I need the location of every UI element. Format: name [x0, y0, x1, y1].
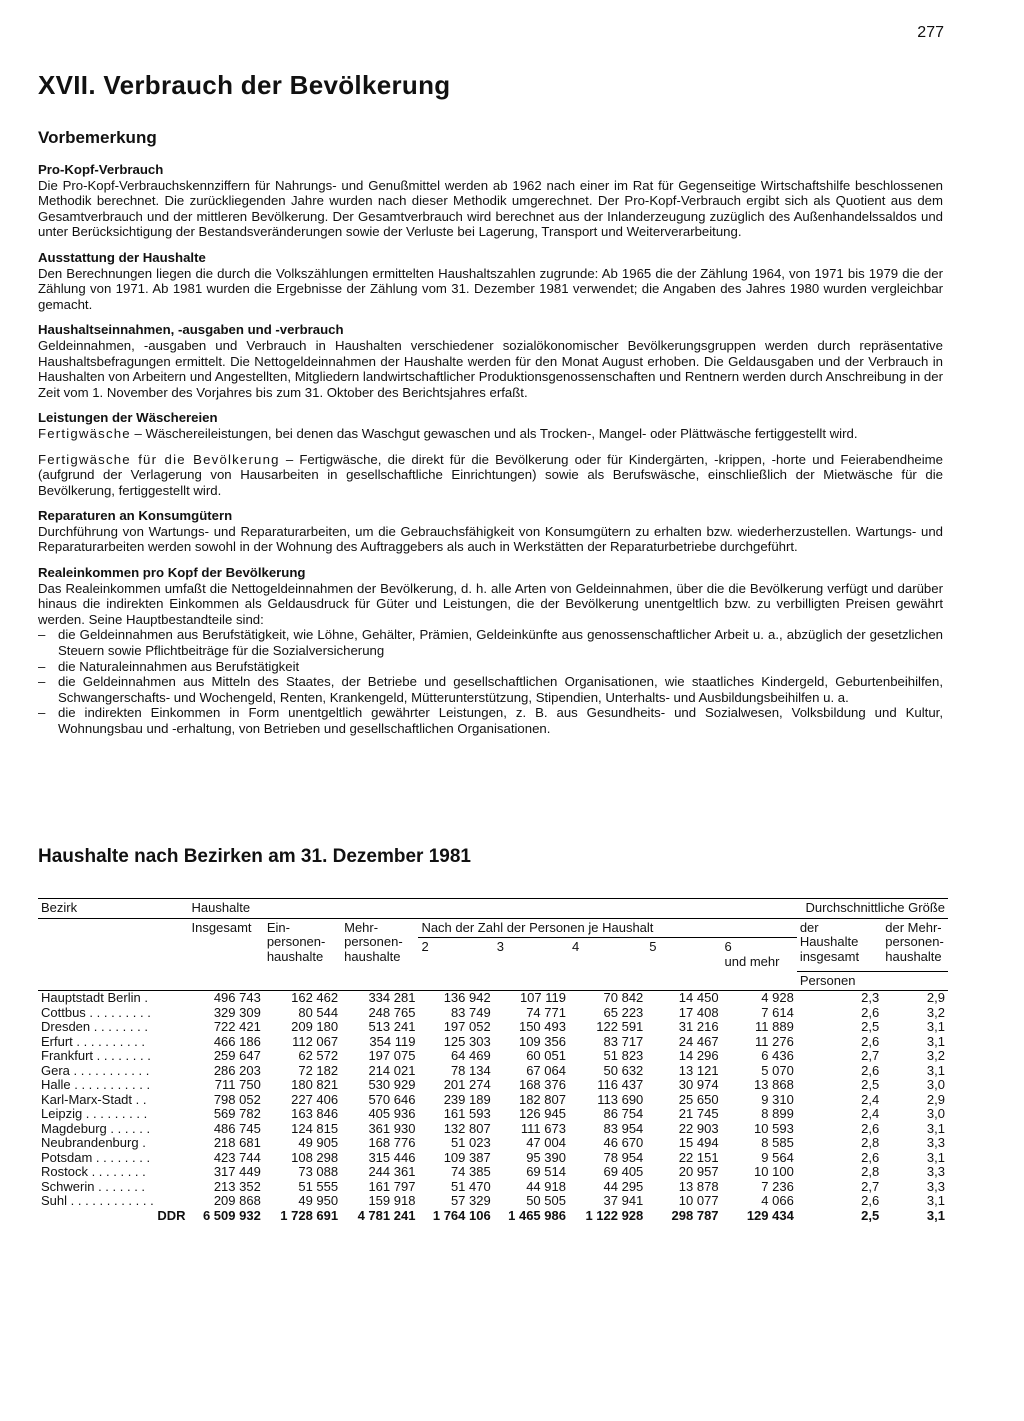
- value-cell: 3,1: [926, 1120, 945, 1136]
- value-cell: 9 310: [761, 1091, 794, 1107]
- value-cell: 13 868: [754, 1077, 794, 1092]
- value-cell: 20 957: [678, 1164, 719, 1179]
- list-item: – die Naturaleinnahmen aus Berufstätigkeit: [38, 659, 943, 675]
- value-cell: 69 405: [603, 1164, 644, 1179]
- value-cell: 2,5: [861, 1077, 880, 1092]
- value-cell: 1 465 986: [508, 1207, 566, 1223]
- definition-fertigwaesche-bevoelkerung: [38, 452, 943, 499]
- bezirk-cell: Karl-Marx-Stadt . .: [41, 1091, 147, 1107]
- value-cell: 197 052: [443, 1019, 491, 1034]
- table-row: [38, 1136, 948, 1151]
- table-row: [38, 1006, 948, 1021]
- value-cell: 513 241: [368, 1019, 416, 1034]
- header-der-mehr: der Mehr- personen- haushalte: [882, 918, 948, 971]
- bezirk-cell: Magdeburg . . . . . .: [41, 1120, 151, 1136]
- value-cell: 11 889: [755, 1019, 794, 1034]
- section-realeinkommen: [38, 565, 943, 737]
- value-cell: 361 930: [368, 1120, 416, 1136]
- table-row: [38, 1035, 948, 1050]
- value-cell: 22 903: [678, 1120, 719, 1136]
- table-row: [38, 991, 948, 1006]
- header-spacer: [418, 971, 796, 991]
- value-cell: 129 434: [746, 1207, 794, 1223]
- table-row: [38, 1107, 948, 1122]
- bezirk-cell: Neubrandenburg .: [41, 1135, 146, 1150]
- value-cell: 161 797: [368, 1178, 416, 1194]
- value-cell: 64 469: [450, 1048, 491, 1063]
- value-cell: 83 749: [450, 1004, 491, 1020]
- table-title: Haushalte nach Bezirken am 31. Dezember 1981: [38, 846, 471, 867]
- section-ausstattung: [38, 250, 943, 312]
- value-cell: 354 119: [369, 1033, 416, 1049]
- value-cell: 3,3: [926, 1135, 945, 1150]
- value-cell: 70 842: [603, 990, 644, 1005]
- value-cell: 132 807: [443, 1120, 491, 1136]
- value-cell: 57 329: [450, 1193, 491, 1208]
- value-cell: 182 807: [518, 1091, 566, 1107]
- value-cell: 2,6: [861, 1149, 880, 1165]
- header-haushalte: Haushalte: [189, 899, 797, 919]
- value-cell: 3,3: [926, 1178, 945, 1194]
- value-cell: 3,1: [926, 1193, 945, 1208]
- header-personen: Personen: [799, 972, 856, 988]
- value-cell: 67 064: [526, 1062, 566, 1078]
- section-text: Den Berechnungen liegen die durch die Volkszählungen ermittelten Haushaltszahlen zugrunde: Ab 1965 die der Zählung 1964, von 1971 bis 1979 die der Zählung von 1971. Ab 1981 wurden die Ergebnisse der Zählung vom 31. Dezember 1981 verwendet; die Angaben des Jahres 1980 wurden vergleichbar gemacht.: [38, 265, 943, 312]
- value-cell: 25 650: [678, 1091, 719, 1107]
- bezirk-cell: Schwerin . . . . . . .: [41, 1178, 146, 1194]
- value-cell: 24 467: [678, 1033, 719, 1049]
- value-cell: 466 186: [213, 1033, 261, 1049]
- value-cell: 2,6: [861, 1193, 880, 1208]
- value-cell: 5 070: [761, 1062, 794, 1078]
- section-heading: Realeinkommen pro Kopf der Bevölkerung: [38, 565, 306, 581]
- value-cell: 159 918: [368, 1193, 416, 1208]
- value-cell: 317 449: [213, 1164, 261, 1179]
- header-6-und-mehr: 6 und mehr: [724, 939, 780, 969]
- list-item: – die Geldeinnahmen aus Mitteln des Staates, der Betriebe und gesellschaftlichen Organisationen, wie staatliches Kindergeld, Geburtenbeihilfen, Schwangerschafts- und Wochengeld, Renten, Krankengeld, Mütterunterstützung, Stipendien, Unterhalts- und Ausbildungsbeihilfen u. a.: [38, 674, 943, 705]
- value-cell: 3,2: [926, 1004, 945, 1020]
- value-cell: 239 189: [443, 1091, 491, 1107]
- value-cell: 9 564: [761, 1149, 794, 1165]
- value-cell: 329 309: [213, 1004, 261, 1020]
- value-cell: 2,6: [861, 1120, 880, 1136]
- bezirk-cell: Cottbus . . . . . . . . .: [41, 1004, 151, 1020]
- value-cell: 50 505: [526, 1193, 566, 1208]
- value-cell: 569 782: [213, 1106, 261, 1121]
- value-cell: 72 182: [298, 1062, 339, 1078]
- value-cell: 405 936: [368, 1106, 416, 1121]
- header-4-personen: 4: [571, 939, 580, 954]
- section-heading: Haushaltseinnahmen, -ausgaben und -verbrauch: [38, 322, 344, 338]
- value-cell: 74 771: [526, 1004, 566, 1020]
- value-cell: 496 743: [213, 990, 261, 1005]
- value-cell: 168 376: [518, 1077, 566, 1092]
- page-number: 277: [917, 24, 944, 41]
- header-3-personen: 3: [496, 939, 504, 954]
- section-heading: Pro-Kopf-Verbrauch: [38, 162, 164, 177]
- value-cell: 315 446: [368, 1149, 416, 1165]
- value-cell: 51 023: [450, 1135, 491, 1150]
- value-cell: 62 572: [298, 1048, 339, 1063]
- value-cell: 2,4: [861, 1091, 880, 1107]
- header-bezirk: Bezirk: [38, 899, 189, 919]
- value-cell: 113 690: [597, 1091, 644, 1107]
- value-cell: 150 493: [518, 1019, 566, 1034]
- section-text: Durchführung von Wartungs- und Reparaturarbeiten, um die Gebrauchsfähigkeit von Konsumgütern zu erhalten bzw. wiederherzustellen. Wartungs- und Reparaturarbeiten werden sowohl in der Wohnung des Auftraggebers als auch in Werkstätten der Reparaturbetriebe durchgeführt.: [38, 523, 943, 555]
- header-insgesamt: Insgesamt: [191, 919, 252, 935]
- value-cell: 6 509 932: [202, 1207, 261, 1223]
- value-cell: 711 750: [214, 1077, 261, 1092]
- section-reparaturen: [38, 508, 943, 555]
- value-cell: 197 075: [368, 1048, 416, 1063]
- header-durchschnitt: Durchschnittliche Größe: [797, 899, 948, 919]
- value-cell: 2,8: [861, 1164, 880, 1179]
- value-cell: 2,5: [861, 1019, 880, 1034]
- value-cell: 218 681: [213, 1135, 261, 1150]
- value-cell: 3,1: [926, 1062, 945, 1078]
- value-cell: 3,3: [926, 1164, 945, 1179]
- value-cell: 244 361: [368, 1164, 416, 1179]
- value-cell: 530 929: [368, 1077, 416, 1092]
- section-waeschereien: [38, 410, 943, 498]
- list-item: – die Geldeinnahmen aus Berufstätigkeit, wie Löhne, Gehälter, Prämien, Geldeinkünfte aus genossenschaftlicher Arbeit u. a., abzüglich der gesetzlichen Steuern sowie Pflichtbeiträge für die Sozialversicherung: [38, 627, 943, 658]
- value-cell: 4 066: [761, 1193, 794, 1208]
- value-cell: 10 100: [754, 1164, 794, 1179]
- list-item: – die indirekten Einkommen in Form unentgeltlich gewährter Leistungen, z. B. aus Gesundheits- und Sozialwesen, Volksbildung und Kultur, Wohnungsbau und -erhaltung, von Betrieben und gesellschaftlichen Organisationen.: [38, 705, 943, 736]
- value-cell: 7 614: [761, 1004, 794, 1020]
- value-cell: 1 728 691: [280, 1207, 339, 1223]
- value-cell: 17 408: [678, 1004, 719, 1020]
- table-row: [38, 1064, 948, 1079]
- value-cell: 86 754: [603, 1106, 644, 1121]
- value-cell: 111 673: [520, 1120, 566, 1136]
- value-cell: 334 281: [368, 990, 416, 1005]
- value-cell: 259 647: [213, 1048, 261, 1063]
- table-row: [38, 1093, 948, 1108]
- value-cell: 51 555: [298, 1178, 339, 1194]
- value-cell: 798 052: [213, 1091, 261, 1107]
- value-cell: 83 717: [603, 1033, 644, 1049]
- header-mehrpersonen: Mehr- personen- haushalte: [344, 919, 403, 964]
- value-cell: 1 764 106: [432, 1207, 491, 1223]
- value-cell: 4 781 241: [357, 1207, 416, 1223]
- value-cell: 13 878: [678, 1178, 719, 1194]
- bezirk-cell: Potsdam . . . . . . . .: [41, 1149, 151, 1165]
- value-cell: 1 122 928: [585, 1207, 644, 1223]
- value-cell: 3,0: [926, 1077, 945, 1092]
- value-cell: 44 295: [603, 1178, 644, 1194]
- value-cell: 486 745: [213, 1120, 261, 1136]
- value-cell: 107 119: [519, 990, 566, 1005]
- value-cell: 73 088: [298, 1164, 339, 1179]
- table-row: [38, 1180, 948, 1195]
- value-cell: 2,6: [861, 1062, 880, 1078]
- value-cell: 109 387: [443, 1149, 491, 1165]
- value-cell: 2,6: [861, 1004, 880, 1020]
- value-cell: 214 021: [368, 1062, 416, 1078]
- section-heading: Reparaturen an Konsumgütern: [38, 508, 233, 524]
- value-cell: 2,7: [861, 1048, 880, 1063]
- value-cell: 65 223: [603, 1004, 644, 1020]
- bezirk-cell: Gera . . . . . . . . . . .: [41, 1062, 150, 1078]
- value-cell: 162 462: [291, 990, 339, 1005]
- definition: – Wäschereileistungen, bei denen das Waschgut gewaschen und als Trocken-, Mangel- oder Plättwäsche fertiggestellt wird.: [130, 425, 858, 441]
- value-cell: 51 823: [603, 1048, 644, 1063]
- section-text: Geldeinnahmen, -ausgaben und Verbrauch in Haushalten verschiedener sozialökonomischer Bevölkerungsgruppen werden durch repräsentative Haushaltsbefragungen ermittelt. Die Nettogeldeinnahmen der Haushalte werden für den Monat August erhoben. Die Geldausgaben und der Verbrauch in Haushalten von Arbeitern und Angestellten, Mitgliedern landwirtschaftlicher Produktionsgenossenschaften und Rentnern werden durch Anschreibung in der Zeit vom 1. November des Vorjahres bis zum 31. Oktober des Berichtsjahres erfaßt.: [38, 337, 943, 400]
- definition: – Fertigwäsche, die direkt für die Bevölkerung oder für Kindergärten, -krippen, -horte und Feierabendheime (aufgrund der Verlagerung von Hausarbeiten in gesellschaftliche Einrichtungen) sowie als Berufswäsche, einschließlich der Mietwäsche für die Bevölkerung, fertiggestellt wird.: [38, 451, 944, 498]
- value-cell: 78 134: [450, 1062, 491, 1078]
- value-cell: 4 928: [761, 990, 794, 1005]
- table-row: [38, 1049, 948, 1064]
- value-cell: 124 815: [291, 1120, 339, 1136]
- value-cell: 22 151: [678, 1149, 719, 1165]
- header-nach-zahl: Nach der Zahl der Personen je Haushalt: [418, 918, 796, 938]
- value-cell: 125 303: [443, 1033, 491, 1049]
- value-cell: 201 274: [443, 1077, 491, 1092]
- value-cell: 109 356: [518, 1033, 566, 1049]
- value-cell: 112 067: [292, 1033, 339, 1049]
- value-cell: 49 905: [298, 1135, 339, 1150]
- value-cell: 49 950: [298, 1193, 339, 1208]
- value-cell: 3,1: [926, 1033, 945, 1049]
- value-cell: 2,3: [861, 990, 880, 1005]
- value-cell: 3,1: [926, 1207, 945, 1223]
- section-text: Die Pro-Kopf-Verbrauchskennziffern für Nahrungs- und Genußmittel werden ab 1962 nach einer im Rat für Gegenseitige Wirtschaftshilfe beschlossenen Methodik berechnet. Die zurückliegenden Jahre wurden nach dieser Methodik umgerechnet. Der Pro-Kopf-Verbrauch ergibt sich als Quotient aus dem Gesamtverbrauch und der mittleren Bevölkerung. Der Gesamtverbrauch wird berechnet aus der Inlanderzeugung zuzüglich des Außenhandelssaldos und unter Berücksichtigung der Bestandsveränderungen sowie der Verluste bei Lagerung, Transport und Weiterverarbeitung.: [38, 177, 943, 240]
- bezirk-cell: Leipzig . . . . . . . . .: [41, 1106, 148, 1121]
- value-cell: 44 918: [526, 1178, 566, 1194]
- value-cell: 286 203: [213, 1062, 261, 1078]
- value-cell: 69 514: [526, 1164, 566, 1179]
- value-cell: 46 670: [603, 1135, 644, 1150]
- value-cell: 14 296: [678, 1048, 719, 1063]
- table-row: [38, 1122, 948, 1137]
- value-cell: 3,1: [926, 1149, 945, 1165]
- table-row: [38, 1194, 948, 1209]
- value-cell: 95 390: [526, 1149, 566, 1165]
- value-cell: 298 787: [671, 1207, 719, 1223]
- value-cell: 10 593: [754, 1120, 794, 1136]
- value-cell: 168 776: [368, 1135, 416, 1150]
- value-cell: 8 585: [761, 1135, 794, 1150]
- value-cell: 15 494: [678, 1135, 719, 1150]
- value-cell: 248 765: [368, 1004, 416, 1020]
- section-einnahmen: [38, 322, 943, 400]
- term: Fertigwäsche: [38, 425, 131, 441]
- value-cell: 78 954: [603, 1149, 644, 1165]
- value-cell: 3,0: [926, 1106, 945, 1121]
- section-heading: Ausstattung der Haushalte: [38, 249, 206, 265]
- value-cell: 37 941: [603, 1193, 644, 1208]
- households-table: [38, 898, 948, 1223]
- value-cell: 13 121: [678, 1062, 719, 1078]
- value-cell: 47 004: [526, 1135, 566, 1150]
- table-row: [38, 1165, 948, 1180]
- table-row: [38, 1020, 948, 1035]
- value-cell: 2,4: [861, 1106, 880, 1121]
- value-cell: 213 352: [213, 1178, 261, 1194]
- value-cell: 51 470: [450, 1178, 491, 1194]
- header-2-personen: 2: [421, 939, 429, 954]
- value-cell: 3,1: [926, 1019, 945, 1034]
- value-cell: 14 450: [678, 990, 719, 1005]
- value-cell: 7 236: [761, 1178, 794, 1194]
- chapter-title: XVII. Verbrauch der Bevölkerung: [38, 70, 451, 100]
- bezirk-cell: DDR: [157, 1207, 186, 1223]
- value-cell: 161 593: [443, 1106, 491, 1121]
- value-cell: 3,2: [926, 1048, 945, 1063]
- value-cell: 6 436: [761, 1048, 794, 1063]
- value-cell: 570 646: [368, 1091, 416, 1107]
- bezirk-cell: Hauptstadt Berlin .: [41, 990, 148, 1005]
- bezirk-cell: Halle . . . . . . . . . . .: [41, 1077, 151, 1092]
- bezirk-cell: Rostock . . . . . . . .: [41, 1164, 146, 1179]
- value-cell: 2,6: [861, 1033, 880, 1049]
- header-empty: [38, 918, 189, 991]
- section-pro-kopf: [38, 162, 943, 240]
- value-cell: 2,8: [861, 1135, 880, 1150]
- header-5-personen: 5: [649, 939, 657, 954]
- bezirk-cell: Erfurt . . . . . . . . . .: [41, 1033, 146, 1049]
- value-cell: 180 821: [291, 1077, 339, 1092]
- table-total-row: [38, 1209, 948, 1224]
- value-cell: 209 180: [291, 1019, 339, 1034]
- bezirk-cell: Suhl . . . . . . . . . . . .: [41, 1193, 154, 1208]
- value-cell: 163 846: [291, 1106, 339, 1121]
- value-cell: 423 744: [213, 1149, 261, 1165]
- value-cell: 122 591: [596, 1019, 644, 1034]
- bezirk-cell: Dresden . . . . . . . .: [41, 1019, 148, 1034]
- components-list: [38, 627, 943, 736]
- value-cell: 2,5: [861, 1207, 880, 1223]
- value-cell: 21 745: [678, 1106, 719, 1121]
- section-heading: Leistungen der Wäschereien: [38, 410, 218, 426]
- preliminary-remarks-title: Vorbemerkung: [38, 128, 157, 147]
- value-cell: 50 632: [603, 1062, 644, 1078]
- value-cell: 116 437: [597, 1077, 644, 1092]
- preliminary-remarks-body: [38, 162, 943, 747]
- value-cell: 31 216: [678, 1019, 719, 1034]
- header-der-haushalte: der Haushalte insgesamt: [797, 918, 882, 971]
- value-cell: 2,7: [861, 1178, 880, 1194]
- value-cell: 209 868: [213, 1193, 261, 1208]
- value-cell: 74 385: [450, 1164, 491, 1179]
- term: Fertigwäsche für die Bevölkerung: [38, 451, 280, 467]
- value-cell: 10 077: [678, 1193, 719, 1208]
- table-row: [38, 1151, 948, 1166]
- bezirk-cell: Frankfurt . . . . . . . .: [41, 1048, 151, 1063]
- value-cell: 722 421: [213, 1019, 261, 1034]
- value-cell: 2,9: [926, 1091, 945, 1107]
- value-cell: 126 945: [518, 1106, 566, 1121]
- value-cell: 227 406: [291, 1091, 339, 1107]
- value-cell: 80 544: [298, 1004, 339, 1020]
- header-einpersonen: Ein- personen- haushalte: [266, 919, 326, 964]
- value-cell: 60 051: [526, 1048, 566, 1063]
- value-cell: 2,9: [926, 990, 945, 1005]
- value-cell: 83 954: [603, 1120, 644, 1136]
- definition-fertigwaesche: [38, 426, 943, 442]
- table-body: [38, 991, 948, 1224]
- value-cell: 8 899: [761, 1106, 794, 1121]
- value-cell: 108 298: [291, 1149, 339, 1165]
- section-text: Das Realeinkommen umfaßt die Nettogeldeinnahmen der Bevölkerung, d. h. alle Arten von Geldeinnahmen, über die die Bevölkerung verfügt und darüber hinaus die indirekten Einkommen als Geldausdruck für Güter und Leistungen, die der Bevölkerung unentgeltlich bzw. zu verbilligten Preisen gewährt werden. Seine Hauptbestandteile sind:: [38, 580, 943, 627]
- value-cell: 136 942: [443, 990, 491, 1005]
- value-cell: 11 276: [755, 1033, 794, 1049]
- table-row: [38, 1078, 948, 1093]
- value-cell: 30 974: [678, 1077, 719, 1092]
